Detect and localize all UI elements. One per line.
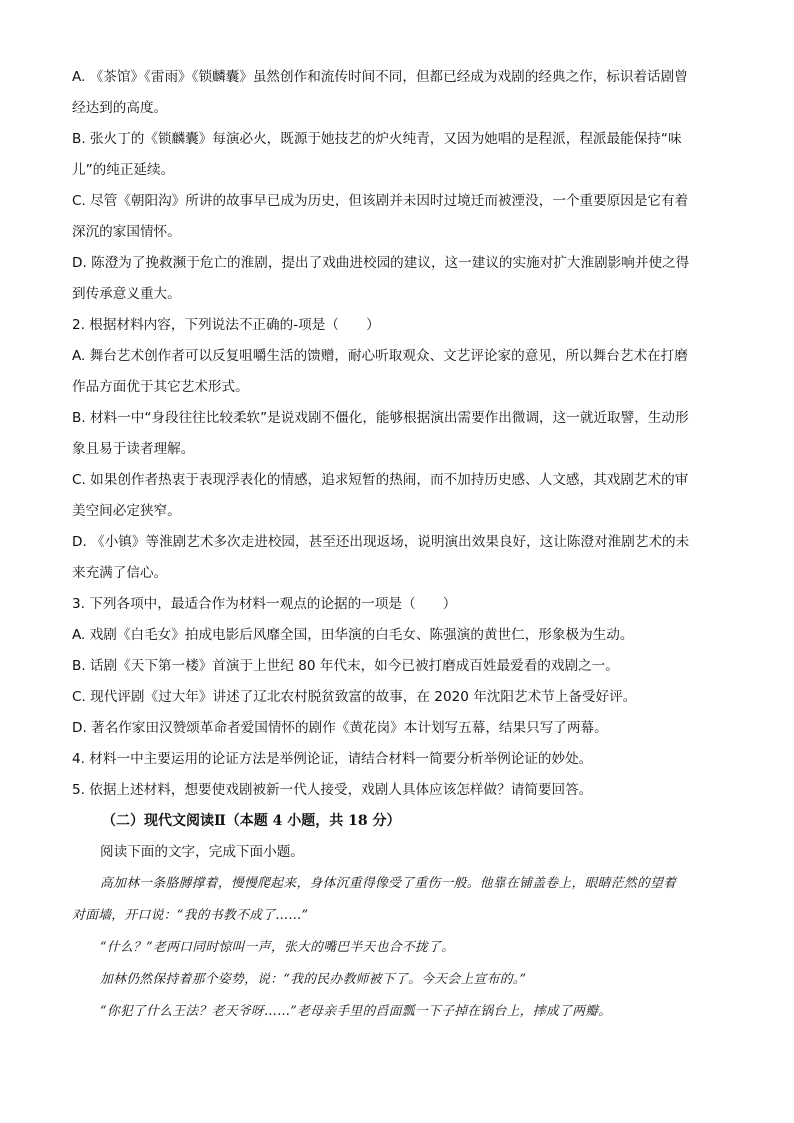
story-line: 高加林一条胳膊撑着，慢慢爬起来，身体沉重得像受了重伤一般。他靠在铺盖卷上，眼睛茫然的望着 [100,876,677,891]
option-line: 深沉的家国情怀。 [72,224,181,240]
option-line: D. 《小镇》等淮剧艺术多次走进校园，甚至还出现返场，说明演出效果良好，这让陈澄对淮剧艺术的未 [72,534,690,550]
q3-stem: 3. 下列各项中，最适合作为材料一观点的论据的一项是（ ） [72,596,457,612]
option-line: 美空间必定狭窄。 [72,503,181,519]
option-line: D. 陈澄为了挽救濒于危亡的淮剧，提出了戏曲进校园的建议，这一建议的实施对扩大淮剧影响并使之得 [72,255,690,271]
story-passage [72,868,724,1028]
q3-option-c: C. 现代评剧《过大年》讲述了辽北农村脱贫致富的故事，在 2020 年沈阳艺术节上备受好评。 [72,689,637,705]
option-line: 作品方面优于其它艺术形式。 [72,379,249,395]
q2-option-c [72,465,724,527]
option-line: 到传承意义重大。 [72,286,181,302]
section-title: （二）现代文阅读Ⅱ（本题 4 小题，共 18 分） [102,813,401,829]
option-line: B. 材料一中“身段往往比较柔软”是说戏剧不僵化，能够根据演出需要作出微调，这一就近取譬，生动形 [72,410,689,426]
q3-option-d: D. 著名作家田汉赞颂革命者爱国情怀的剧作《黄花岗》本计划写五幕，结果只写了两幕。 [72,720,608,736]
story-line: “你犯了什么王法？老天爷呀……”老母亲手里的舀面瓢一下子掉在锅台上，摔成了两瓣。 [100,1004,612,1019]
q4-stem: 4. 材料一中主要运用的论证方法是举例论证，请结合材料一简要分析举例论证的妙处。 [72,751,593,767]
option-line: A. 舞台艺术创作者可以反复咀嚼生活的馈赠，耐心听取观众、文艺评论家的意见，所以舞台艺术在打磨 [72,348,688,364]
q2-stem: 2. 根据材料内容，下列说法不正确的-项是（ ） [72,317,380,333]
q3-option-a: A. 戏剧《白毛女》拍成电影后风靡全国，田华演的白毛女、陈强演的黄世仁，形象极为生动。 [72,627,634,643]
q1-option-b [72,124,724,186]
option-line: 象且易于读者理解。 [72,441,195,457]
option-line: C. 尽管《朝阳沟》所讲的故事早已成为历史，但该剧并未因时过境迁而被湮没，一个重要原因是它有着 [72,193,689,209]
story-line: 加林仍然保持着那个姿势，说：“我的民办教师被下了。今天会上宣布的。” [100,972,527,987]
q5-stem: 5. 依据上述材料，想要使戏剧被新一代人接受，戏剧人具体应该怎样做？请简要回答。 [72,782,593,798]
q2-option-b [72,403,724,465]
q2-option-a [72,341,724,403]
q1-option-c [72,186,724,248]
option-line: 儿”的纯正延续。 [72,162,175,178]
document-page [72,62,724,1028]
q1-option-a [72,62,724,124]
option-line: 经达到的高度。 [72,100,168,116]
story-line: “什么？”老两口同时惊叫一声，张大的嘴巴半天也合不拢了。 [100,940,455,955]
option-line: A. 《茶馆》《雷雨》《锁麟囊》虽然创作和流传时间不同，但都已经成为戏剧的经典之作，标识着话剧曾 [72,69,688,85]
reading-instruction: 阅读下面的文字，完成下面小题。 [100,844,304,860]
q3-option-b: B. 话剧《天下第一楼》首演于上世纪 80 年代末，如今已被打磨成百姓最爱看的戏剧之一。 [72,658,619,674]
option-line: C. 如果创作者热衷于表现浮表化的情感，追求短暂的热闹，而不加持历史感、人文感，其戏剧艺术的审 [72,472,689,488]
story-line: 对面墙，开口说：“我的书教不成了……” [72,908,309,923]
q1-option-d [72,248,724,310]
option-line: B. 张火丁的《锁麟囊》每演必火，既源于她技艺的炉火纯青，又因为她唱的是程派，程派最能保持“味 [72,131,682,147]
q2-option-d [72,527,724,589]
option-line: 来充满了信心。 [72,565,168,581]
